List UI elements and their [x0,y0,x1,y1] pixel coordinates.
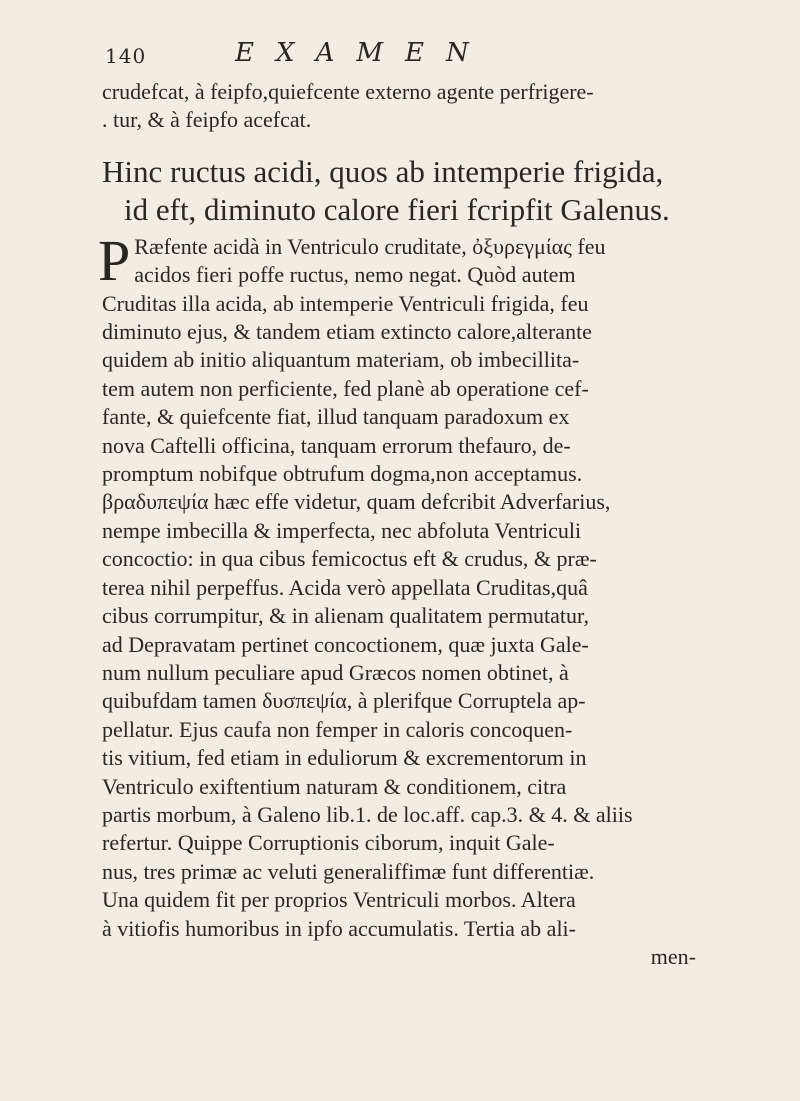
catchword: men- [650,943,696,969]
text-line: . tur, & à feipfo acefcat. [102,107,312,133]
page-number: 140 [105,44,147,68]
text-line: Ræfente acidà in Ventriculo cruditate, ὀξυρεγμίας feu [134,233,606,259]
text-line: nova Caftelli officina, tanquam errorum thefauro, de- [102,432,571,458]
drop-cap: P [98,227,131,293]
text-line: Cruditas illa acida, ab intemperie Ventriculi frigida, feu [102,290,589,316]
text-line: diminuto ejus, & tandem etiam extincto calore,alterante [102,319,592,345]
text-line: terea nihil perpeffus. Acida verò appellata Cruditas,quâ [102,574,588,600]
text-line: pellatur. Ejus caufa non femper in caloris concoquen- [102,716,573,742]
text-line: fante, & quiefcente fiat, illud tanquam paradoxum ex [102,404,570,430]
text-line: à vitiofis humoribus in ipfo accumulatis. Tertia ab ali- [102,915,576,941]
text-line: crudefcat, à feipfo,quiefcente externo agente perfrigere- [102,79,594,104]
text-line: quibufdam tamen δυσπεψία, à plerifque Corruptela ap- [102,688,586,714]
text-line: partis morbum, à Galeno lib.1. de loc.aff. cap.3. & 4. & aliis [102,801,633,827]
text-line: quidem ab initio aliquantum materiam, ob imbecillita- [102,347,580,373]
text-block [98,78,792,971]
heading-line: id eft, diminuto calore fieri fcripfit Galenus. [124,191,670,227]
running-title: EXAMEN [235,38,491,68]
text-line: tem autem non perficiente, fed planè ab operatione cef- [102,375,589,401]
heading-line: Hinc ructus acidi, quos ab intemperie frigida, [102,153,664,189]
text-line: tis vitium, fed etiam in eduliorum & excrementorum in [102,745,587,771]
text-line: concoctio: in qua cibus femicoctus eft & crudus, & præ- [102,546,597,572]
text-line: cibus corrumpitur, & in alienam qualitatem permutatur, [102,603,589,629]
text-line: βραδυπεψία hæc effe videtur, quam defcribit Adverfarius, [102,489,611,515]
text-line: Una quidem fit per proprios Ventriculi morbos. Altera [102,887,576,913]
text-line: ad Depravatam pertinet concoctionem, quæ juxta Gale- [102,631,589,657]
text-line: nempe imbecilla & imperfecta, nec abfoluta Ventriculi [102,517,582,543]
text-line: promptum nobifque obtrufum dogma,non acceptamus. [102,461,583,487]
text-line: nus, tres primæ ac veluti generaliffimæ funt differentiæ. [102,858,595,884]
text-line: num nullum peculiare apud Græcos nomen obtinet, à [102,659,569,685]
opening-lines [102,78,792,135]
text-line: Ventriculo exiftentium naturam & conditionem, citra [102,773,567,799]
section-heading [102,153,792,229]
page-header [105,38,725,78]
text-line: refertur. Quippe Corruptionis ciborum, inquit Gale- [102,830,555,856]
text-line: acidos fieri poffe ructus, nemo negat. Quòd autem [134,262,576,288]
paragraph [98,227,792,943]
